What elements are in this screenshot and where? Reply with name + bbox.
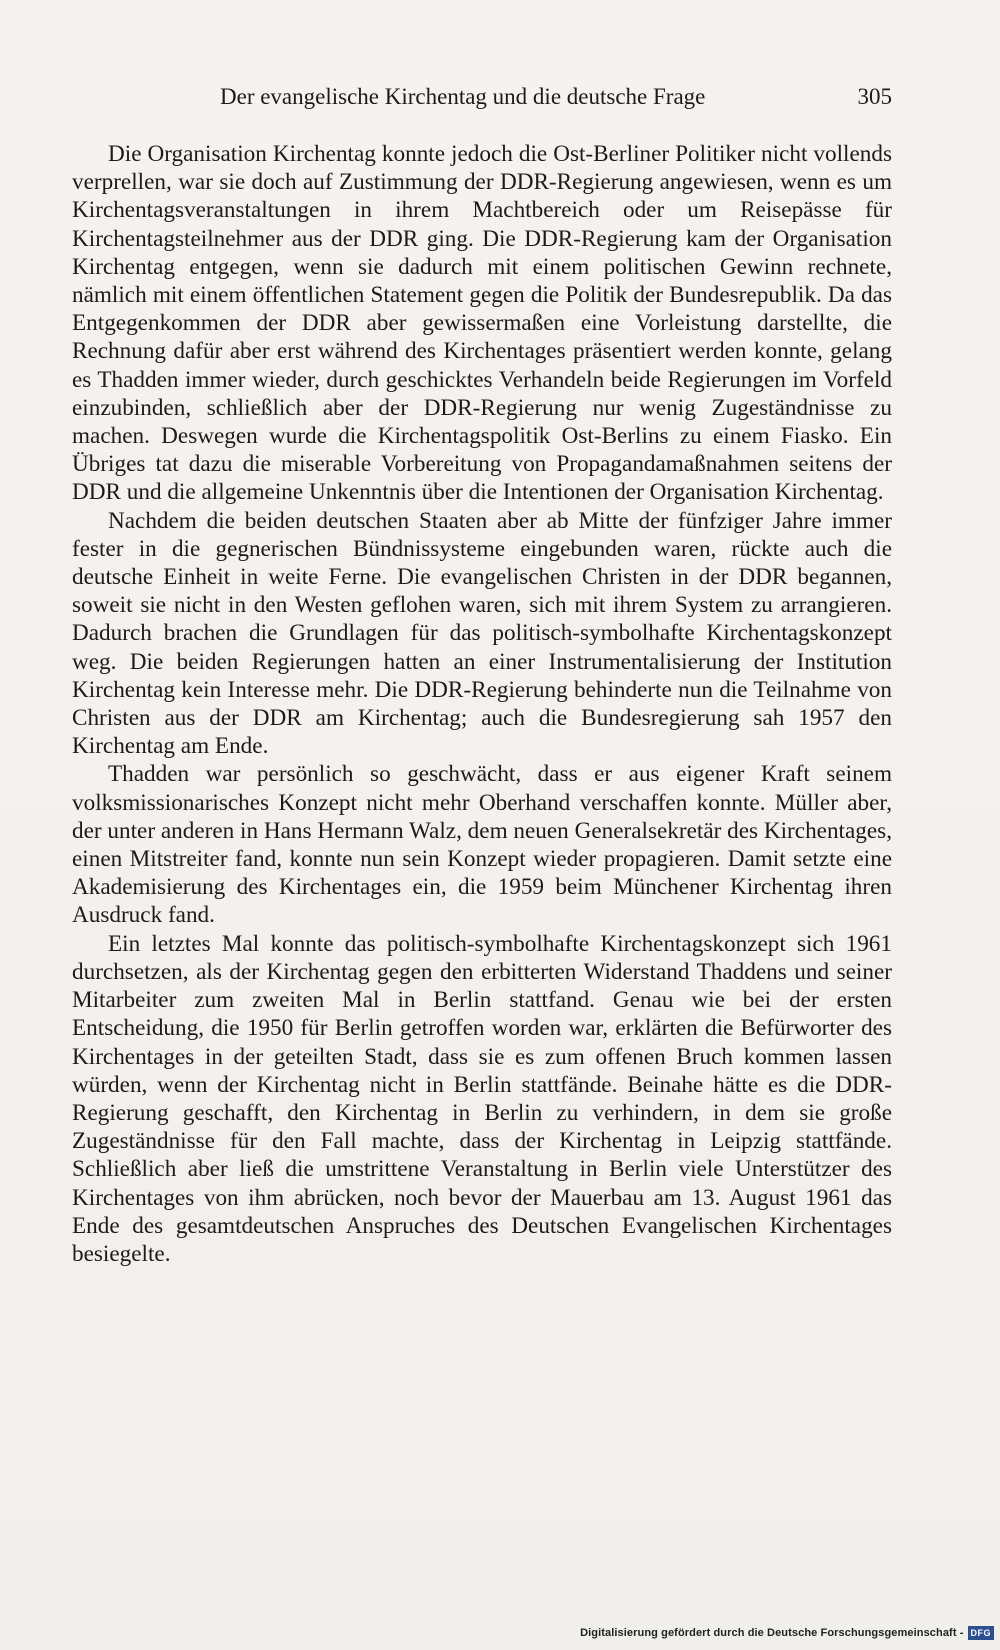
dfg-logo: DFG [968,1626,995,1640]
running-head [72,82,892,112]
paragraph-1: Die Organisation Kirchentag konnte jedoch die Ost-Berliner Politiker nicht vollends verprellen, war sie doch auf Zustimmung der DDR-Regierung angewiesen, wenn es um Kirchentagsveranstaltungen in ihrem Machtbereich oder um Reisepässe für Kirchentagsteilnehmer aus der DDR ging. Die DDR-Regierung kam der Organisation Kirchentag entgegen, wenn sie dadurch mit einem politischen Gewinn rechnete, nämlich mit einem öffentlichen Statement gegen die Politik der Bundesrepublik. Da das Entgegenkommen der DDR aber gewissermaßen eine Vorleistung darstellte, die Rechnung dafür aber erst während des Kirchentages präsentiert werden konnte, gelang es Thadden immer wieder, durch geschicktes Verhandeln beide Regierungen im Vorfeld einzubinden, schließlich aber der DDR-Regierung nur wenig Zugeständnisse zu machen. Deswegen wurde die Kirchentagspolitik Ost-Berlins zu einem Fiasko. Ein Übriges tat dazu die miserable Vorbereitung von Propagandamaßnahmen seitens der DDR und die allgemeine Unkenntnis über die Intentionen der Organisation Kirchentag. [72,141,892,506]
paragraph-4: Ein letztes Mal konnte das politisch-symbolhafte Kirchentagskonzept sich 1961 durchsetzen, als der Kirchentag gegen den erbitterten Widerstand Thaddens und seiner Mitarbeiter zum zweiten Mal in Berlin stattfand. Genau wie bei der ersten Entscheidung, die 1950 für Berlin getroffen worden war, erklärten die Befürworter des Kirchentages in der geteilten Stadt, dass sie es zum offenen Bruch kommen lassen würden, wenn der Kirchentag nicht in Berlin stattfände. Beinahe hätte es die DDR-Regierung geschafft, den Kirchentag in Berlin zu verhindern, in dem sie große Zugeständnisse für den Fall machte, dass der Kirchentag in Leipzig stattfände. Schließlich aber ließ die umstrittene Veranstaltung in Berlin viele Unterstützer des Kirchentages von ihm abrücken, noch bevor der Mauerbau am 13. August 1961 das Ende des gesamtdeutschen Anspruches des Deutschen Evangelischen Kirchentages besiegelte. [72,930,892,1267]
paragraph-3: Thadden war persönlich so geschwächt, dass er aus eigener Kraft seinem volksmissionarisches Konzept nicht mehr Oberhand verschaffen konnte. Müller aber, der unter anderen in Hans Hermann Walz, dem neuen Generalsekretär des Kirchentages, einen Mitstreiter fand, konnte nun sein Konzept wieder propagieren. Damit setzte eine Akademisierung des Kirchentages ein, die 1959 beim Münchener Kirchentag ihren Ausdruck fand. [72,761,892,929]
digitization-credit [580,1624,994,1642]
page-number: 305 [857,84,892,109]
paragraph-2: Nachdem die beiden deutschen Staaten aber ab Mitte der fünfziger Jahre immer fester in die gegnerischen Bündnissysteme eingebunden waren, rückte auch die deutsche Einheit in weite Ferne. Die evangelischen Christen in der DDR begannen, soweit sie nicht in den Westen geflohen waren, sich mit ihrem System zu arrangieren. Dadurch brachen die Grundlagen für das politisch-symbolhafte Kirchentagskonzept weg. Die beiden Regierungen hatten an einer Instrumentalisierung der Institution Kirchentag kein Interesse mehr. Die DDR-Regierung behinderte nun die Teilnahme von Christen aus der DDR am Kirchentag; auch die Bundesregierung sah 1957 den Kirchentag am Ende. [72,507,892,760]
running-title: Der evangelische Kirchentag und die deutsche Frage [220,84,706,109]
credit-text: Digitalisierung gefördert durch die Deutsche Forschungsgemeinschaft - [580,1627,964,1639]
body-text [72,140,892,1268]
